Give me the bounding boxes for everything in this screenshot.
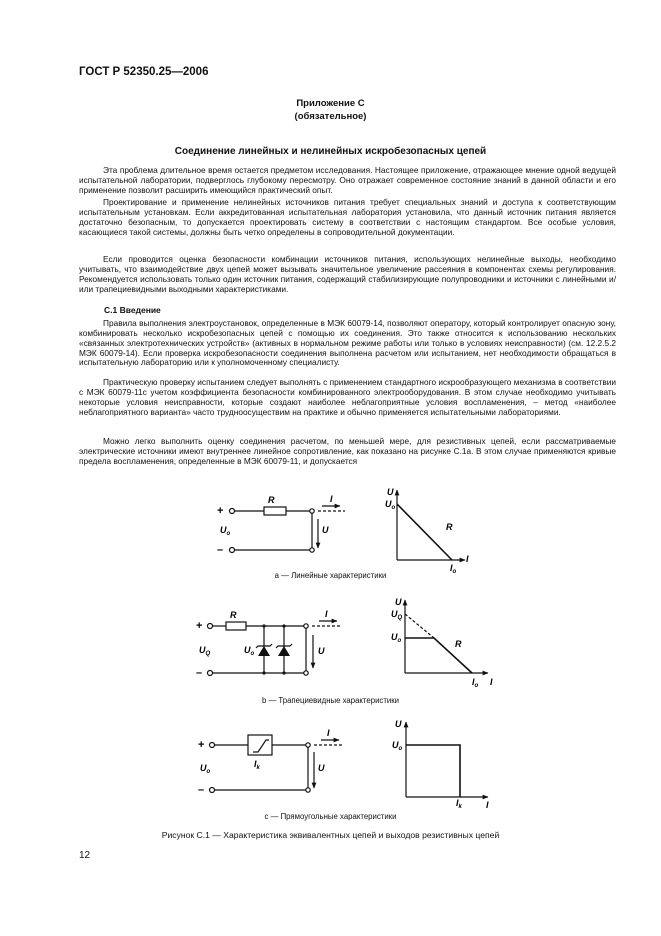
terminal-minus-c	[210, 788, 215, 793]
figure-caption: Рисунок С.1 — Характеристика эквивалентных цепей и выходов резистивных цепей	[161, 830, 500, 840]
document-header: ГОСТ Р 52350.25—2006	[79, 66, 209, 78]
intro-paragraph-3: Если проводится оценка безопасности комбинации источников питания, использующих нелинейные выходы, необходимо учитывать, что взаимодействие двух цепей может вызывать значительное увеличение рассеяния в компонентах схемы регулирования. Рекомендуется использовать только один источник питания, содержащий стабилизирующие полупроводники и источники с линейными и/или трапециевидными выходными характеристиками.	[79, 254, 616, 294]
terminal-plus-a	[230, 509, 235, 514]
plus-sign-b: +	[196, 620, 203, 632]
caption-c: с — Прямоугольные характеристики	[264, 812, 397, 821]
graph-b-io: $I_o$	[472, 677, 479, 689]
graph-c	[406, 722, 488, 797]
intro-paragraph-1: Эта проблема длительное время остается предметом исследования. Настоящее приложение, отражающее мнение одной ведущей испытательной лаборатории, подверглось глубокому пересмотру. Оно отражает современное состояние знаний в данной области и его применение позволит расширить имеющийся практический опыт.	[79, 165, 616, 195]
section-c1-heading: С.1 Введение	[104, 305, 161, 315]
graph-a-axis-u: U	[387, 487, 394, 497]
caption-a: а — Линейные характеристики	[274, 571, 387, 580]
graph-a-io: $I_o$	[450, 563, 457, 575]
terminal-plus-c	[210, 743, 215, 748]
zener-diode-2	[276, 644, 292, 656]
annex-status: (обязательное)	[294, 111, 367, 122]
graph-b-axis-u: U	[395, 597, 402, 607]
label-ik-c: $I_k$	[254, 759, 260, 771]
current-limiter-block	[248, 735, 272, 755]
line-characteristic-b	[405, 638, 472, 673]
intro-paragraph-2: Проектирование и применение нелинейных источников питания требует специальных знаний и доступа к соответствующим испытательным установкам. Если аккредитованная испытательная лаборатория установила, что данный источник питания является достаточно безопасным, то допускается проектировать систему в соответствии с настоящим стандартом. Все особые условия, касающиеся такой системы, должны быть четко определены в сопроводительной документации.	[79, 197, 616, 237]
page-number: 12	[79, 850, 91, 861]
resistor-b	[226, 622, 246, 630]
c1-paragraph-3: Можно легко выполнить оценку соединения расчетом, по меньшей мере, для резистивных цепей, если рассматриваемые электрические источники имеют внутреннее линейное сопротивление, как показано на рисунке С.1а. В этом случае применяются кривые предела воспламенения, определенные в МЭК 60079-11, и допускается	[79, 436, 616, 466]
graph-a	[397, 490, 465, 560]
label-uq-b: $U_Q$	[199, 645, 211, 657]
terminal-minus-b	[208, 671, 213, 676]
label-uo-a: $U_o$	[220, 525, 231, 537]
caption-b: b — Трапециевидные характеристики	[261, 696, 400, 705]
label-r-a: R	[268, 495, 275, 505]
graph-b-uo: $U_o$	[391, 632, 402, 644]
dashed-extension-b	[405, 614, 434, 638]
plus-sign-a: +	[217, 505, 224, 517]
graph-b	[405, 600, 488, 673]
label-uo-b: $U_o$	[244, 645, 255, 657]
minus-sign-a: –	[217, 544, 224, 556]
label-uo-c: $U_o$	[200, 763, 211, 775]
graph-c-axis-i: I	[486, 800, 489, 810]
annex-label: Приложение С	[296, 98, 365, 109]
graph-c-axis-u: U	[395, 719, 402, 729]
annex-title: Соединение линейных и нелинейных искробезопасных цепей	[174, 146, 487, 157]
minus-sign-c: –	[198, 784, 205, 796]
line-characteristic-c	[406, 745, 460, 797]
label-u-c: U	[318, 763, 325, 773]
minus-sign-b: –	[196, 667, 203, 679]
label-i-a: I	[330, 494, 333, 504]
terminal-minus-a	[230, 548, 235, 553]
terminal-plus-b	[208, 624, 213, 629]
graph-b-r: R	[455, 639, 462, 649]
graph-a-uo: $U_o$	[385, 499, 396, 511]
graph-b-uq: $U_Q$	[391, 609, 403, 621]
resistor-a	[264, 507, 286, 515]
label-i-c: I	[327, 728, 330, 738]
label-r-b: R	[230, 610, 237, 620]
label-u-a: U	[322, 525, 329, 535]
graph-c-uo: $U_o$	[392, 740, 403, 752]
plus-sign-c: +	[198, 739, 205, 751]
line-characteristic-a	[397, 504, 452, 560]
graph-c-ik: $I_k$	[456, 798, 462, 810]
c1-paragraph-2: Практическую проверку испытанием следует выполнять с применением стандартного искрообразующего механизма в соответствии с МЭК 60079-11с учетом коэффициента безопасности комбинированного электрооборудования. В этом случае необходимо учитывать некоторые условия неисправности, которые создают наиболее неблагоприятные условия воспламенения, – метод «наиболее неблагоприятного варианта» часто трудноосуществим на практике и обычно применяется испытательными лабораториями.	[79, 377, 616, 417]
zener-diode-1	[256, 644, 272, 656]
graph-a-r: R	[446, 522, 453, 532]
label-u-b: U	[318, 646, 325, 656]
c1-paragraph-1: Правила выполнения электроустановок, определенные в МЭК 60079-14, позволяют оператору, который контролирует опасную зону, комбинировать несколько искробезопасных цепей с помощью их соединения. Это также относится к использованию нескольких «связанных электротехнических устройств» (активных в нормальном режиме работы или только в условиях неисправности) (см. 12.2.5.2 МЭК 60079-14). Если проверка искробезопасности соединения выполнена расчетом или испытанием, нет необходимости обращаться в испытательную лабораторию или к уполномоченному специалисту.	[79, 318, 616, 368]
label-i-b: I	[325, 609, 328, 619]
graph-b-axis-i: I	[490, 677, 493, 687]
graph-a-axis-i: I	[466, 554, 469, 564]
